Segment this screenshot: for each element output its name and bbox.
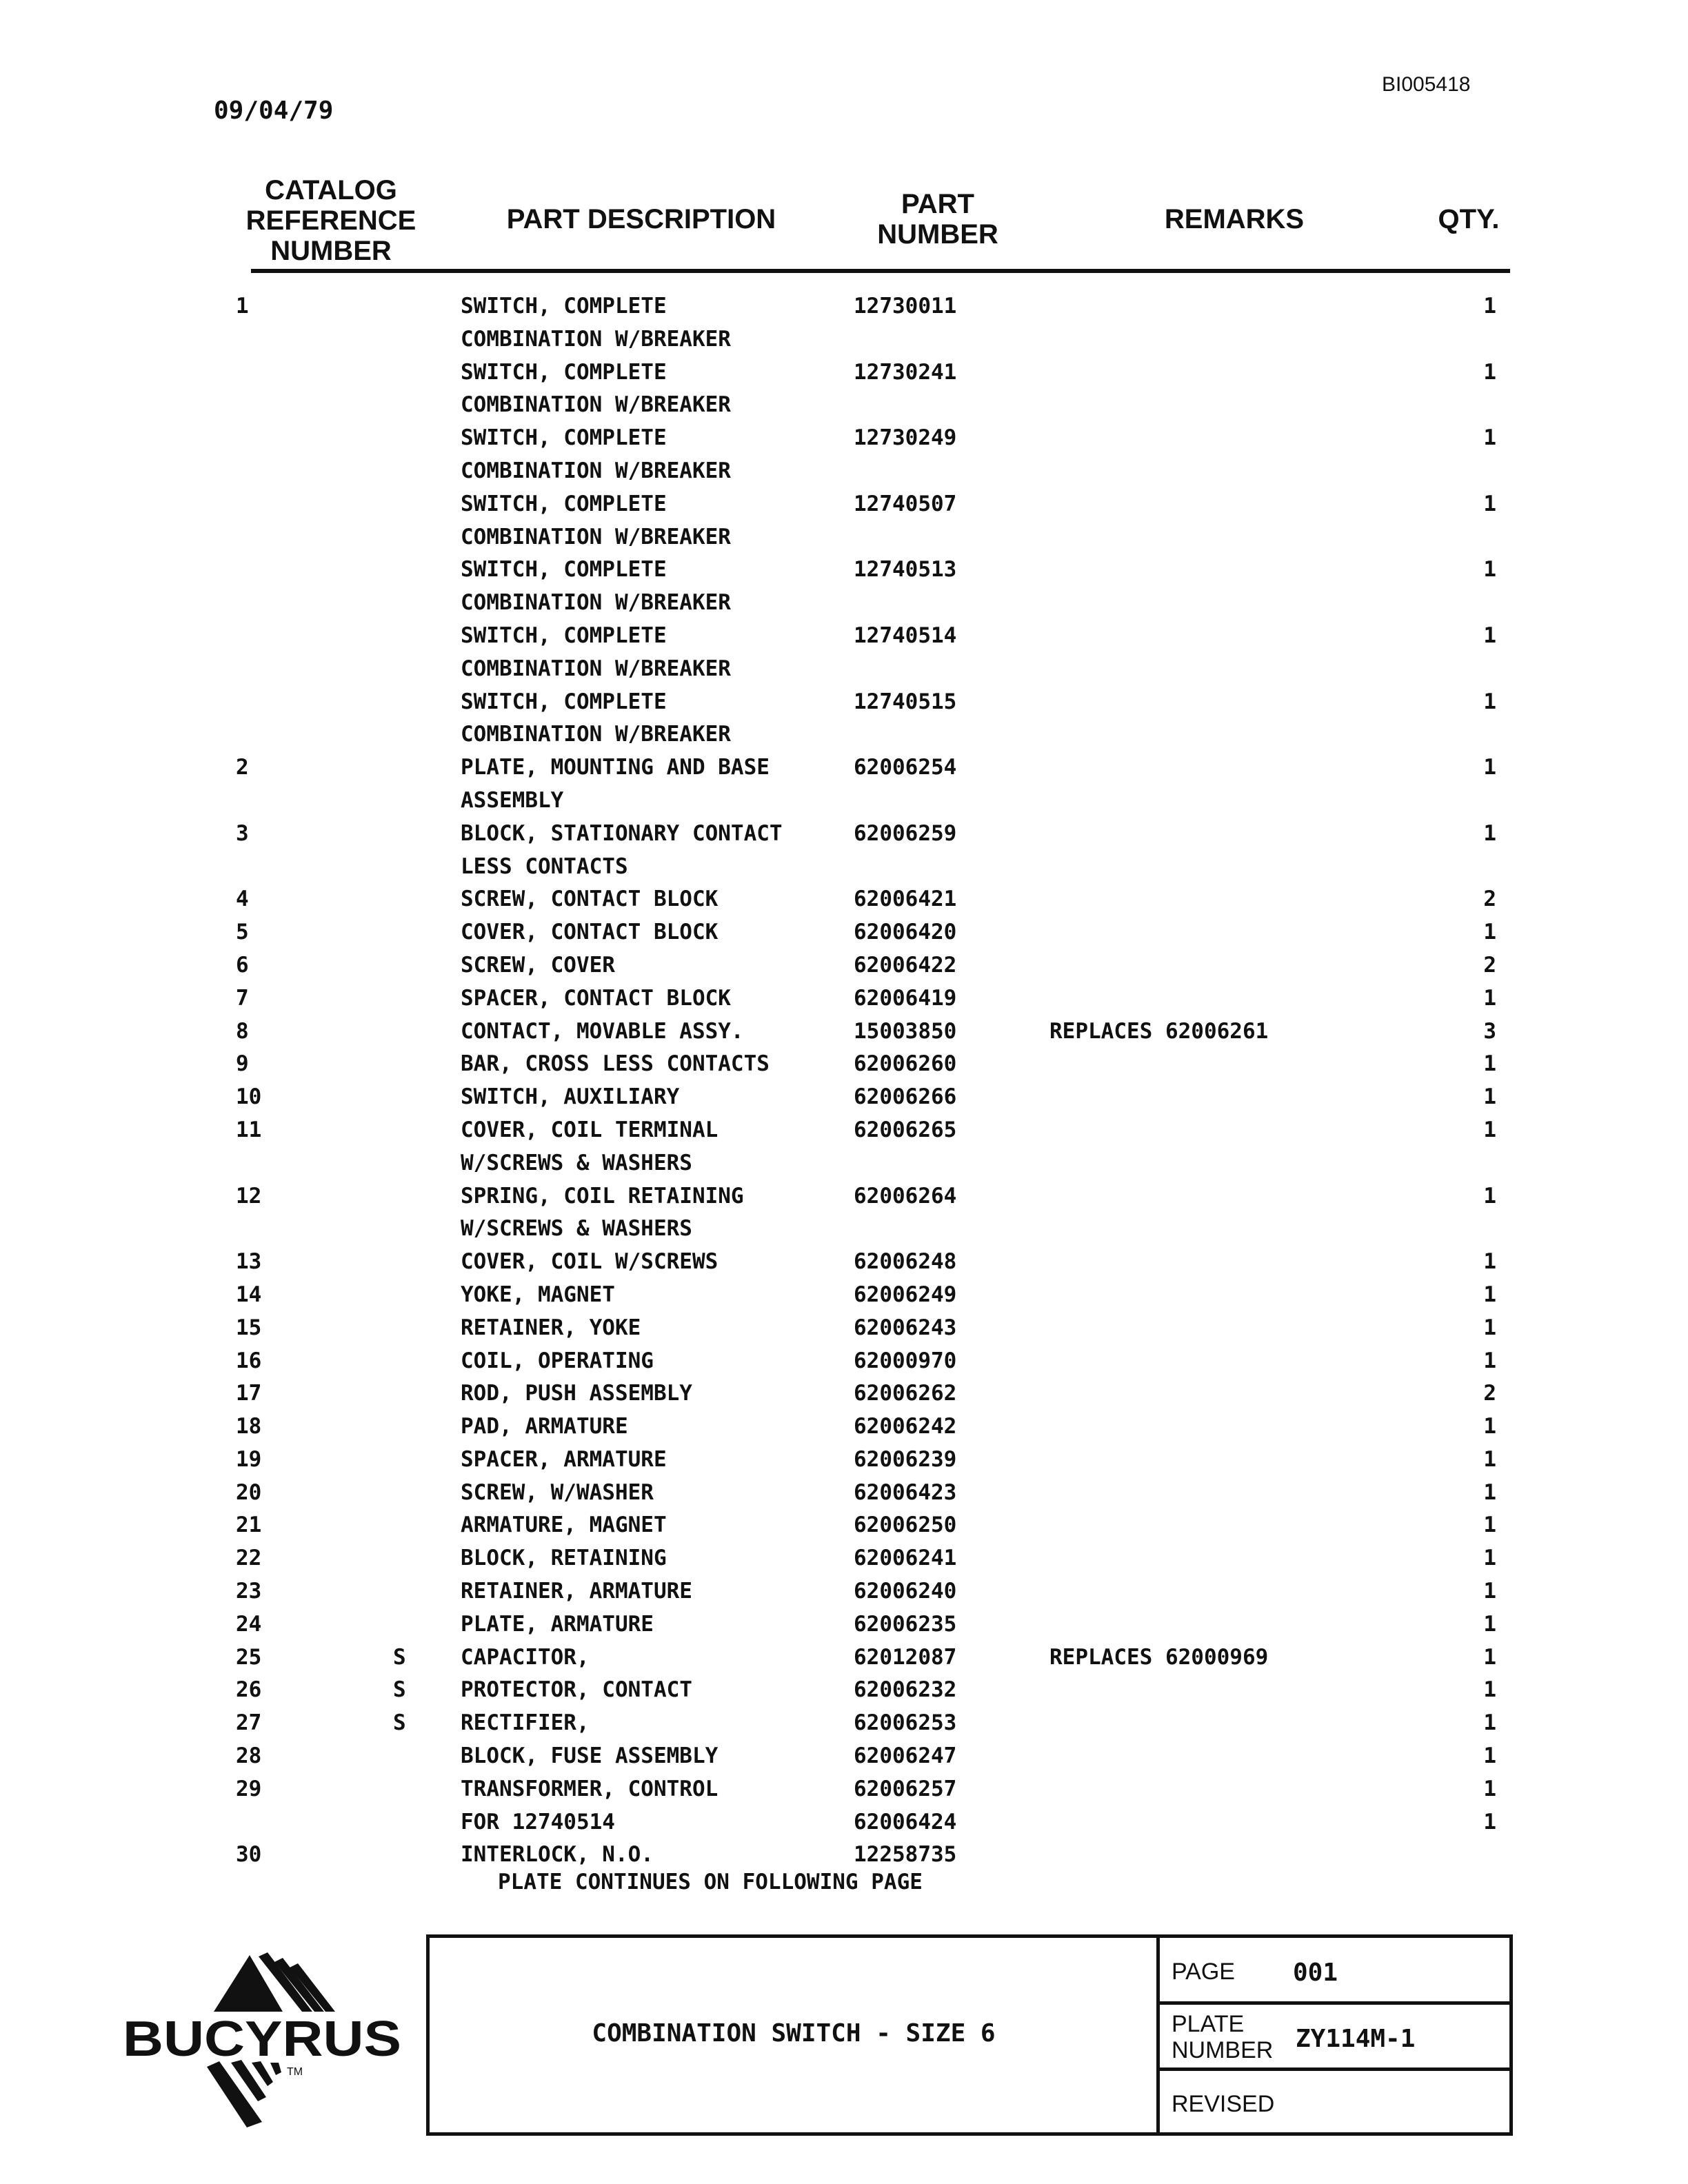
parts-row <box>0 1348 1688 1382</box>
part-number-cell: 12730249 <box>854 425 957 451</box>
qty-cell: 1 <box>1483 1315 1496 1340</box>
part-description-cell: YOKE, MAGNET <box>461 1282 615 1307</box>
parts-row <box>0 425 1688 458</box>
parts-row <box>0 1777 1688 1810</box>
part-number-cell: 62006420 <box>854 920 957 945</box>
catalog-reference-cell: 27 <box>236 1710 262 1736</box>
qty-cell: 1 <box>1483 1348 1496 1373</box>
part-number-cell: 12740515 <box>854 689 957 714</box>
parts-row <box>0 623 1688 656</box>
document-id: BI005418 <box>1382 73 1471 96</box>
qty-cell: 1 <box>1483 491 1496 516</box>
qty-cell: 2 <box>1483 1381 1496 1406</box>
part-number-cell: 62006241 <box>854 1546 957 1571</box>
parts-row <box>0 656 1688 689</box>
header-qty: QTY. <box>1438 204 1500 234</box>
page-label: PAGE <box>1172 1959 1235 1985</box>
header-part-description: PART DESCRIPTION <box>506 204 776 234</box>
parts-list <box>0 294 1688 1875</box>
parts-row <box>0 1546 1688 1579</box>
catalog-reference-cell: 5 <box>236 920 249 945</box>
catalog-reference-cell: 30 <box>236 1842 262 1868</box>
parts-row <box>0 1184 1688 1217</box>
plate-number-label-line: PLATE <box>1172 2011 1245 2037</box>
qty-cell: 1 <box>1483 425 1496 451</box>
parts-row <box>0 1513 1688 1546</box>
catalog-reference-cell: 20 <box>236 1479 262 1505</box>
parts-row <box>0 1381 1688 1414</box>
part-description-cell: CONTACT, MOVABLE ASSY. <box>461 1018 744 1044</box>
logo-wordmark: BUCYRUS <box>123 2012 401 2067</box>
catalog-reference-cell: 24 <box>236 1611 262 1637</box>
parts-row <box>0 986 1688 1019</box>
parts-row <box>0 722 1688 755</box>
header-catalog-reference-number <box>228 175 434 266</box>
title-block <box>426 1934 1513 2136</box>
part-number-cell: 62006239 <box>854 1446 957 1472</box>
qty-cell: 1 <box>1483 294 1496 318</box>
qty-cell: 1 <box>1483 755 1496 780</box>
catalog-reference-cell: 29 <box>236 1776 262 1801</box>
part-number-cell: 62006235 <box>854 1611 957 1637</box>
part-description-cell: SWITCH, COMPLETE <box>461 623 667 648</box>
part-number-cell: 62006421 <box>854 887 957 912</box>
catalog-reference-cell: 3 <box>236 820 249 846</box>
qty-cell: 1 <box>1483 1579 1496 1604</box>
part-description-cell: BLOCK, STATIONARY CONTACT <box>461 820 783 846</box>
qty-cell: 1 <box>1483 557 1496 583</box>
parts-row <box>0 1084 1688 1118</box>
parts-row <box>0 294 1688 327</box>
part-number-cell: 12730011 <box>854 294 957 318</box>
parts-row <box>0 1151 1688 1184</box>
qty-cell: 1 <box>1483 689 1496 714</box>
part-description-cell: PLATE, ARMATURE <box>461 1611 654 1637</box>
header-part-number <box>855 189 1021 250</box>
spare-flag-cell: S <box>393 1710 406 1736</box>
parts-row <box>0 1645 1688 1678</box>
part-number-cell: 62006247 <box>854 1743 957 1769</box>
part-description-cell: COMBINATION W/BREAKER <box>461 392 731 418</box>
part-number-cell: 62006250 <box>854 1513 957 1538</box>
parts-row <box>0 1810 1688 1843</box>
part-number-cell: 62006257 <box>854 1776 957 1801</box>
parts-row <box>0 392 1688 425</box>
part-description-cell: SWITCH, COMPLETE <box>461 425 667 451</box>
part-description-cell: SWITCH, AUXILIARY <box>461 1084 680 1110</box>
remarks-cell: REPLACES 62000969 <box>1049 1644 1269 1670</box>
catalog-reference-cell: 26 <box>236 1677 262 1703</box>
parts-row <box>0 1282 1688 1315</box>
parts-row <box>0 1249 1688 1282</box>
part-description-cell: COMBINATION W/BREAKER <box>461 524 731 549</box>
parts-row <box>0 1019 1688 1052</box>
header-remarks: REMARKS <box>1164 204 1305 234</box>
catalog-reference-cell: 15 <box>236 1315 262 1340</box>
qty-cell: 1 <box>1483 1677 1496 1703</box>
qty-cell: 1 <box>1483 1183 1496 1209</box>
part-description-cell: BLOCK, RETAINING <box>461 1546 667 1571</box>
catalog-reference-cell: 23 <box>236 1579 262 1604</box>
catalog-reference-cell: 21 <box>236 1513 262 1538</box>
title-block-divider <box>1160 2001 1509 2005</box>
part-description-cell: RETAINER, YOKE <box>461 1315 641 1340</box>
qty-cell: 1 <box>1483 1084 1496 1110</box>
part-description-cell: W/SCREWS & WASHERS <box>461 1150 692 1175</box>
part-number-cell: 62006266 <box>854 1084 957 1110</box>
continues-note: PLATE CONTINUES ON FOLLOWING PAGE <box>498 1870 923 1894</box>
catalog-reference-cell: 12 <box>236 1183 262 1209</box>
catalog-reference-cell: 9 <box>236 1051 249 1077</box>
spare-flag-cell: S <box>393 1644 406 1670</box>
part-description-cell: SPACER, CONTACT BLOCK <box>461 985 731 1011</box>
parts-row <box>0 525 1688 558</box>
qty-cell: 2 <box>1483 887 1496 912</box>
part-description-cell: COVER, COIL W/SCREWS <box>461 1249 719 1275</box>
qty-cell: 1 <box>1483 1249 1496 1275</box>
catalog-reference-cell: 7 <box>236 985 249 1011</box>
part-number-cell: 62006253 <box>854 1710 957 1736</box>
title-block-divider <box>1156 1938 1160 2132</box>
part-description-cell: COIL, OPERATING <box>461 1348 654 1373</box>
part-number-cell: 62006249 <box>854 1282 957 1307</box>
parts-row <box>0 557 1688 590</box>
header-rule <box>251 269 1510 273</box>
part-number-cell: 62006248 <box>854 1249 957 1275</box>
parts-row <box>0 1414 1688 1447</box>
parts-row <box>0 1051 1688 1084</box>
part-description-cell: FOR 12740514 <box>461 1809 615 1834</box>
part-description-cell: W/SCREWS & WASHERS <box>461 1216 692 1242</box>
part-number-cell: 12258735 <box>854 1842 957 1868</box>
part-number-cell: 62006260 <box>854 1051 957 1077</box>
parts-row <box>0 887 1688 920</box>
parts-row <box>0 458 1688 492</box>
bucyrus-logo <box>117 1941 407 2134</box>
part-description-cell: COVER, CONTACT BLOCK <box>461 920 719 945</box>
qty-cell: 1 <box>1483 1743 1496 1769</box>
part-description-cell: ASSEMBLY <box>461 787 564 813</box>
header-part-line: NUMBER <box>877 219 998 250</box>
catalog-reference-cell: 17 <box>236 1381 262 1406</box>
catalog-reference-cell: 6 <box>236 952 249 978</box>
part-description-cell: SCREW, CONTACT BLOCK <box>461 887 719 912</box>
parts-row <box>0 1118 1688 1151</box>
parts-row <box>0 492 1688 525</box>
part-number-cell: 62006424 <box>854 1809 957 1834</box>
part-description-cell: BLOCK, FUSE ASSEMBLY <box>461 1743 719 1769</box>
qty-cell: 1 <box>1483 1479 1496 1505</box>
catalog-reference-cell: 22 <box>236 1546 262 1571</box>
part-description-cell: ROD, PUSH ASSEMBLY <box>461 1381 692 1406</box>
parts-row <box>0 689 1688 722</box>
parts-row <box>0 1579 1688 1612</box>
part-description-cell: LESS CONTACTS <box>461 853 628 879</box>
revised-label: REVISED <box>1172 2091 1275 2117</box>
catalog-reference-cell: 16 <box>236 1348 262 1373</box>
qty-cell: 1 <box>1483 1117 1496 1142</box>
qty-cell: 1 <box>1483 1809 1496 1834</box>
parts-row <box>0 854 1688 887</box>
part-description-cell: PLATE, MOUNTING AND BASE <box>461 755 770 780</box>
part-description-cell: SCREW, W/WASHER <box>461 1479 654 1505</box>
part-number-cell: 62006264 <box>854 1183 957 1209</box>
parts-row <box>0 920 1688 953</box>
parts-row <box>0 1743 1688 1777</box>
parts-row <box>0 1315 1688 1348</box>
header-catalog-line: REFERENCE <box>245 205 416 236</box>
part-number-cell: 62006262 <box>854 1381 957 1406</box>
part-description-cell: INTERLOCK, N.O. <box>461 1842 654 1868</box>
header-catalog-line: CATALOG <box>265 175 397 205</box>
part-number-cell: 62012087 <box>854 1644 957 1670</box>
qty-cell: 1 <box>1483 1644 1496 1670</box>
catalog-reference-cell: 2 <box>236 755 249 780</box>
part-description-cell: COMBINATION W/BREAKER <box>461 722 731 747</box>
part-number-cell: 12740507 <box>854 491 957 516</box>
parts-row <box>0 1612 1688 1645</box>
part-description-cell: PROTECTOR, CONTACT <box>461 1677 692 1703</box>
qty-cell: 1 <box>1483 1414 1496 1439</box>
parts-row <box>0 821 1688 854</box>
catalog-reference-cell: 1 <box>236 294 249 318</box>
parts-row <box>0 590 1688 623</box>
qty-cell: 1 <box>1483 623 1496 648</box>
qty-cell: 1 <box>1483 1513 1496 1538</box>
remarks-cell: REPLACES 62006261 <box>1049 1018 1269 1044</box>
part-description-cell: TRANSFORMER, CONTROL <box>461 1776 719 1801</box>
qty-cell: 1 <box>1483 359 1496 385</box>
qty-cell: 1 <box>1483 1051 1496 1077</box>
spare-flag-cell: S <box>393 1677 406 1703</box>
part-description-cell: SCREW, COVER <box>461 952 615 978</box>
page-value: 001 <box>1293 1959 1338 1987</box>
part-number-cell: 62006254 <box>854 755 957 780</box>
title-block-divider <box>1160 2067 1509 2071</box>
part-description-cell: BAR, CROSS LESS CONTACTS <box>461 1051 770 1077</box>
part-description-cell: SPRING, COIL RETAINING <box>461 1183 744 1209</box>
plate-number-value: ZY114M-1 <box>1296 2025 1416 2053</box>
catalog-reference-cell: 28 <box>236 1743 262 1769</box>
part-number-cell: 62006240 <box>854 1579 957 1604</box>
header-part-line: PART <box>901 189 974 219</box>
part-description-cell: SWITCH, COMPLETE <box>461 294 667 318</box>
catalog-reference-cell: 8 <box>236 1018 249 1044</box>
parts-row <box>0 1447 1688 1480</box>
part-description-cell: SWITCH, COMPLETE <box>461 491 667 516</box>
qty-cell: 2 <box>1483 952 1496 978</box>
catalog-reference-cell: 19 <box>236 1446 262 1472</box>
part-description-cell: SWITCH, COMPLETE <box>461 689 667 714</box>
part-description-cell: SWITCH, COMPLETE <box>461 557 667 583</box>
document-date: 09/04/79 <box>214 97 334 125</box>
parts-row <box>0 788 1688 821</box>
part-number-cell: 62006265 <box>854 1117 957 1142</box>
plate-number-label-line: NUMBER <box>1172 2037 1274 2063</box>
part-description-cell: COMBINATION W/BREAKER <box>461 590 731 616</box>
part-number-cell: 15003850 <box>854 1018 957 1044</box>
part-number-cell: 62006419 <box>854 985 957 1011</box>
part-number-cell: 62006242 <box>854 1414 957 1439</box>
qty-cell: 1 <box>1483 1282 1496 1307</box>
part-description-cell: PAD, ARMATURE <box>461 1414 628 1439</box>
qty-cell: 1 <box>1483 1710 1496 1736</box>
part-number-cell: 12740514 <box>854 623 957 648</box>
parts-row <box>0 1480 1688 1513</box>
part-description-cell: RETAINER, ARMATURE <box>461 1579 692 1604</box>
header-catalog-line: NUMBER <box>270 236 392 266</box>
part-description-cell: COMBINATION W/BREAKER <box>461 458 731 483</box>
parts-row <box>0 1710 1688 1743</box>
part-number-cell: 62000970 <box>854 1348 957 1373</box>
part-number-cell: 62006259 <box>854 820 957 846</box>
part-number-cell: 62006243 <box>854 1315 957 1340</box>
qty-cell: 1 <box>1483 1546 1496 1571</box>
part-number-cell: 62006422 <box>854 952 957 978</box>
part-number-cell: 12730241 <box>854 359 957 385</box>
plate-title: COMBINATION SWITCH - SIZE 6 <box>592 2019 996 2048</box>
parts-row <box>0 1216 1688 1249</box>
part-description-cell: SWITCH, COMPLETE <box>461 359 667 385</box>
catalog-reference-cell: 13 <box>236 1249 262 1275</box>
parts-row <box>0 360 1688 393</box>
part-description-cell: COMBINATION W/BREAKER <box>461 656 731 681</box>
catalog-reference-cell: 25 <box>236 1644 262 1670</box>
logo-trademark: TM <box>287 2066 303 2078</box>
catalog-reference-cell: 4 <box>236 887 249 912</box>
catalog-reference-cell: 18 <box>236 1414 262 1439</box>
part-description-cell: COVER, COIL TERMINAL <box>461 1117 719 1142</box>
parts-row <box>0 1677 1688 1710</box>
qty-cell: 1 <box>1483 1446 1496 1472</box>
part-number-cell: 12740513 <box>854 557 957 583</box>
part-number-cell: 62006423 <box>854 1479 957 1505</box>
part-description-cell: SPACER, ARMATURE <box>461 1446 667 1472</box>
parts-row <box>0 755 1688 788</box>
parts-row <box>0 327 1688 360</box>
part-description-cell: COMBINATION W/BREAKER <box>461 326 731 352</box>
catalog-reference-cell: 11 <box>236 1117 262 1142</box>
parts-row <box>0 953 1688 986</box>
qty-cell: 1 <box>1483 820 1496 846</box>
catalog-reference-cell: 10 <box>236 1084 262 1110</box>
part-description-cell: RECTIFIER, <box>461 1710 590 1736</box>
qty-cell: 3 <box>1483 1018 1496 1044</box>
part-description-cell: CAPACITOR, <box>461 1644 590 1670</box>
qty-cell: 1 <box>1483 985 1496 1011</box>
catalog-reference-cell: 14 <box>236 1282 262 1307</box>
qty-cell: 1 <box>1483 1776 1496 1801</box>
part-description-cell: ARMATURE, MAGNET <box>461 1513 667 1538</box>
qty-cell: 1 <box>1483 1611 1496 1637</box>
part-number-cell: 62006232 <box>854 1677 957 1703</box>
qty-cell: 1 <box>1483 920 1496 945</box>
